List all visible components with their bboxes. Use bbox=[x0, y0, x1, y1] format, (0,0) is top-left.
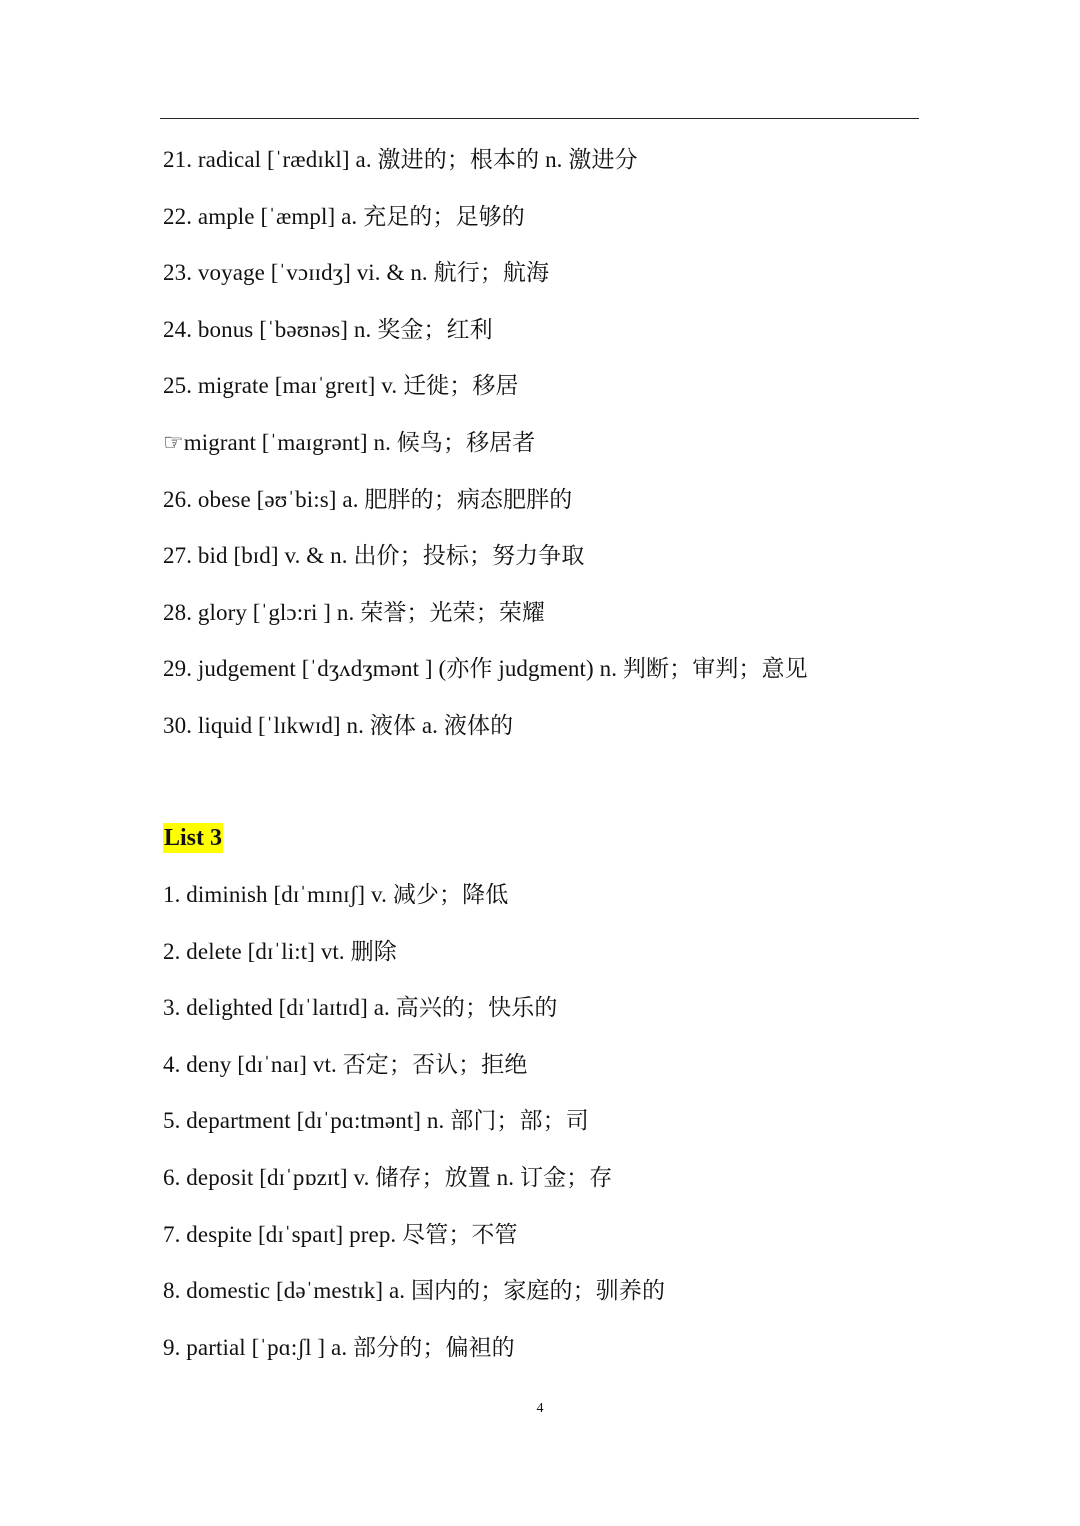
vocab-entry-7: 7. despite [dɪˈspaɪt] prep. 尽管；不管 bbox=[163, 1222, 518, 1247]
vocab-entry-25: 25. migrate [maɪˈgreɪt] v. 迁徙；移居 bbox=[163, 373, 519, 398]
vocab-entry-26: 26. obese [əʊˈbi:s] a. 肥胖的；病态肥胖的 bbox=[163, 487, 573, 512]
vocab-entry-30: 30. liquid [ˈlɪkwɪd] n. 液体 a. 液体的 bbox=[163, 713, 514, 738]
vocab-entry-2: 2. delete [dɪˈli:t] vt. 删除 bbox=[163, 939, 397, 964]
vocab-entry-25-derivative: ☞migrant [ˈmaɪgrənt] n. 候鸟；移居者 bbox=[163, 430, 536, 455]
header-rule bbox=[160, 118, 919, 119]
vocab-entry-1: 1. diminish [dɪˈmɪnɪʃ] v. 减少；降低 bbox=[163, 882, 509, 907]
vocab-entry-28: 28. glory [ˈglɔ:ri ] n. 荣誉；光荣；荣耀 bbox=[163, 600, 546, 625]
vocab-entry-24: 24. bonus [ˈbəʊnəs] n. 奖金；红利 bbox=[163, 317, 493, 342]
vocab-entry-9: 9. partial [ˈpɑ:ʃl ] a. 部分的；偏袒的 bbox=[163, 1335, 515, 1360]
vocab-entry-8: 8. domestic [dəˈmestɪk] a. 国内的；家庭的；驯养的 bbox=[163, 1278, 666, 1303]
vocab-entry-23: 23. voyage [ˈvɔɪɪdʒ] vi. & n. 航行；航海 bbox=[163, 260, 550, 285]
page-number: 4 bbox=[536, 1401, 544, 1416]
vocab-entry-5: 5. department [dɪˈpɑ:tmənt] n. 部门；部；司 bbox=[163, 1108, 589, 1133]
vocab-entry-29: 29. judgement [ˈdʒʌdʒmənt ] (亦作 judgment) n. 判断；审判；意见 bbox=[163, 656, 808, 681]
vocab-entry-22: 22. ample [ˈæmpl] a. 充足的；足够的 bbox=[163, 204, 525, 229]
vocab-entry-21: 21. radical [ˈrædɪkl] a. 激进的；根本的 n. 激进分 bbox=[163, 147, 638, 172]
vocab-entry-4: 4. deny [dɪˈnaɪ] vt. 否定；否认；拒绝 bbox=[163, 1052, 528, 1077]
vocab-entry-3: 3. delighted [dɪˈlaɪtɪd] a. 高兴的；快乐的 bbox=[163, 995, 558, 1020]
list-heading: List 3 bbox=[164, 825, 223, 851]
vocab-entry-6: 6. deposit [dɪˈpɒzɪt] v. 储存；放置 n. 订金；存 bbox=[163, 1165, 613, 1190]
vocab-entry-27: 27. bid [bɪd] v. & n. 出价；投标；努力争取 bbox=[163, 543, 585, 568]
